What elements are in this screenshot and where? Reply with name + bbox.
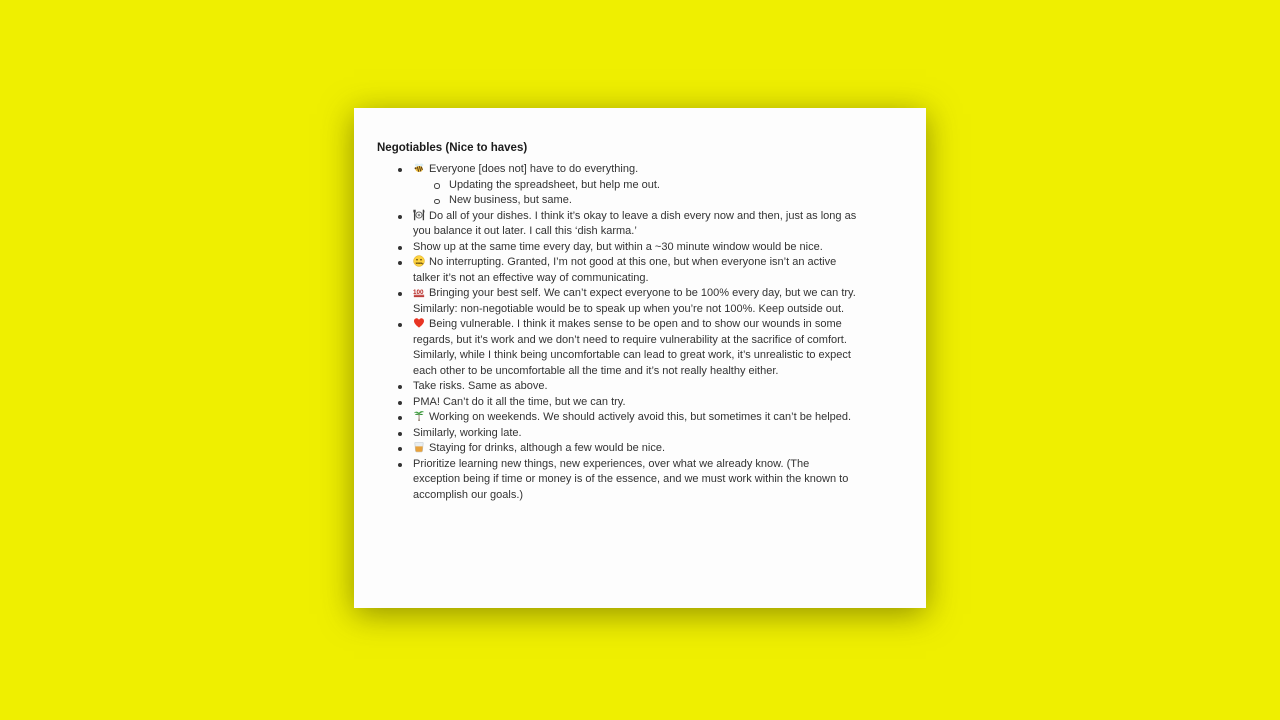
list-item-text: Similarly, working late. (413, 426, 522, 439)
list-item-text: Updating the spreadsheet, but help me out. (449, 178, 660, 191)
list-item (413, 379, 857, 395)
sub-list-item (449, 193, 857, 209)
list-item-text: Staying for drinks, although a few would be nice. (429, 442, 666, 454)
list-item (413, 240, 857, 256)
sub-list-item (449, 178, 857, 194)
list-item-text: Take risks. Same as above. (413, 380, 548, 392)
palm-tree-icon (413, 410, 425, 422)
sub-list (413, 178, 857, 209)
bee-icon (413, 162, 425, 174)
red-heart-icon (413, 317, 425, 329)
list-item (413, 457, 857, 504)
negotiables-list (377, 162, 857, 503)
list-item-text: Working on weekends. We should actively avoid this, but sometimes it can’t be helped. (429, 411, 852, 423)
tumbler-glass-icon (413, 441, 425, 453)
list-item-text: Prioritize learning new things, new experiences, over what we already know. (The exception being if time or money is of the essence, and we must work within the known to accomplish our goals.) (413, 457, 849, 501)
list-item (413, 395, 857, 411)
list-item-text: Show up at the same time every day, but within a ~30 minute window would be nice. (413, 240, 823, 253)
list-item-text: Everyone [does not] have to do everything. (429, 163, 639, 175)
list-item-text: Do all of your dishes. I think it’s okay to leave a dish every now and then, just as long as you balance it out later. I call this ‘dish karma.’ (413, 209, 857, 237)
document-title: Negotiables (Nice to haves) (377, 142, 528, 154)
svg-text:100: 100 (413, 288, 424, 296)
list-item (413, 317, 857, 379)
zipper-mouth-face-icon (413, 255, 425, 267)
list-item-text: No interrupting. Granted, I’m not good at this one, but when everyone isn’t an active talker it’s not an effective way of communicating. (413, 256, 837, 284)
list-item (413, 162, 857, 209)
list-item-text: Bringing your best self. We can’t expect everyone to be 100% every day, but we can try. Similarly: non-negotiable would be to speak up when you’re not 100%. Keep outside out. (413, 287, 856, 315)
list-item (413, 286, 857, 317)
list-item (413, 410, 857, 426)
list-item (413, 441, 857, 457)
list-item-text: PMA! Can’t do it all the time, but we can try. (413, 395, 626, 408)
list-item (413, 255, 857, 286)
document-card (354, 108, 926, 608)
hundred-points-icon (413, 286, 425, 298)
list-item-text: Being vulnerable. I think it makes sense to be open and to show our wounds in some regards, but it’s work and we don’t need to require vulnerability at the sacrifice of comfort. Similarly, while I think being uncomfortable can lead to great work, it’s unrealistic to expect each other to be uncomfortable all the time and it’s not really healthy either. (413, 318, 851, 377)
list-item (413, 426, 857, 442)
fork-and-knife-with-plate-icon (413, 209, 425, 221)
list-item-text: New business, but same. (449, 194, 572, 206)
list-item (413, 209, 857, 240)
